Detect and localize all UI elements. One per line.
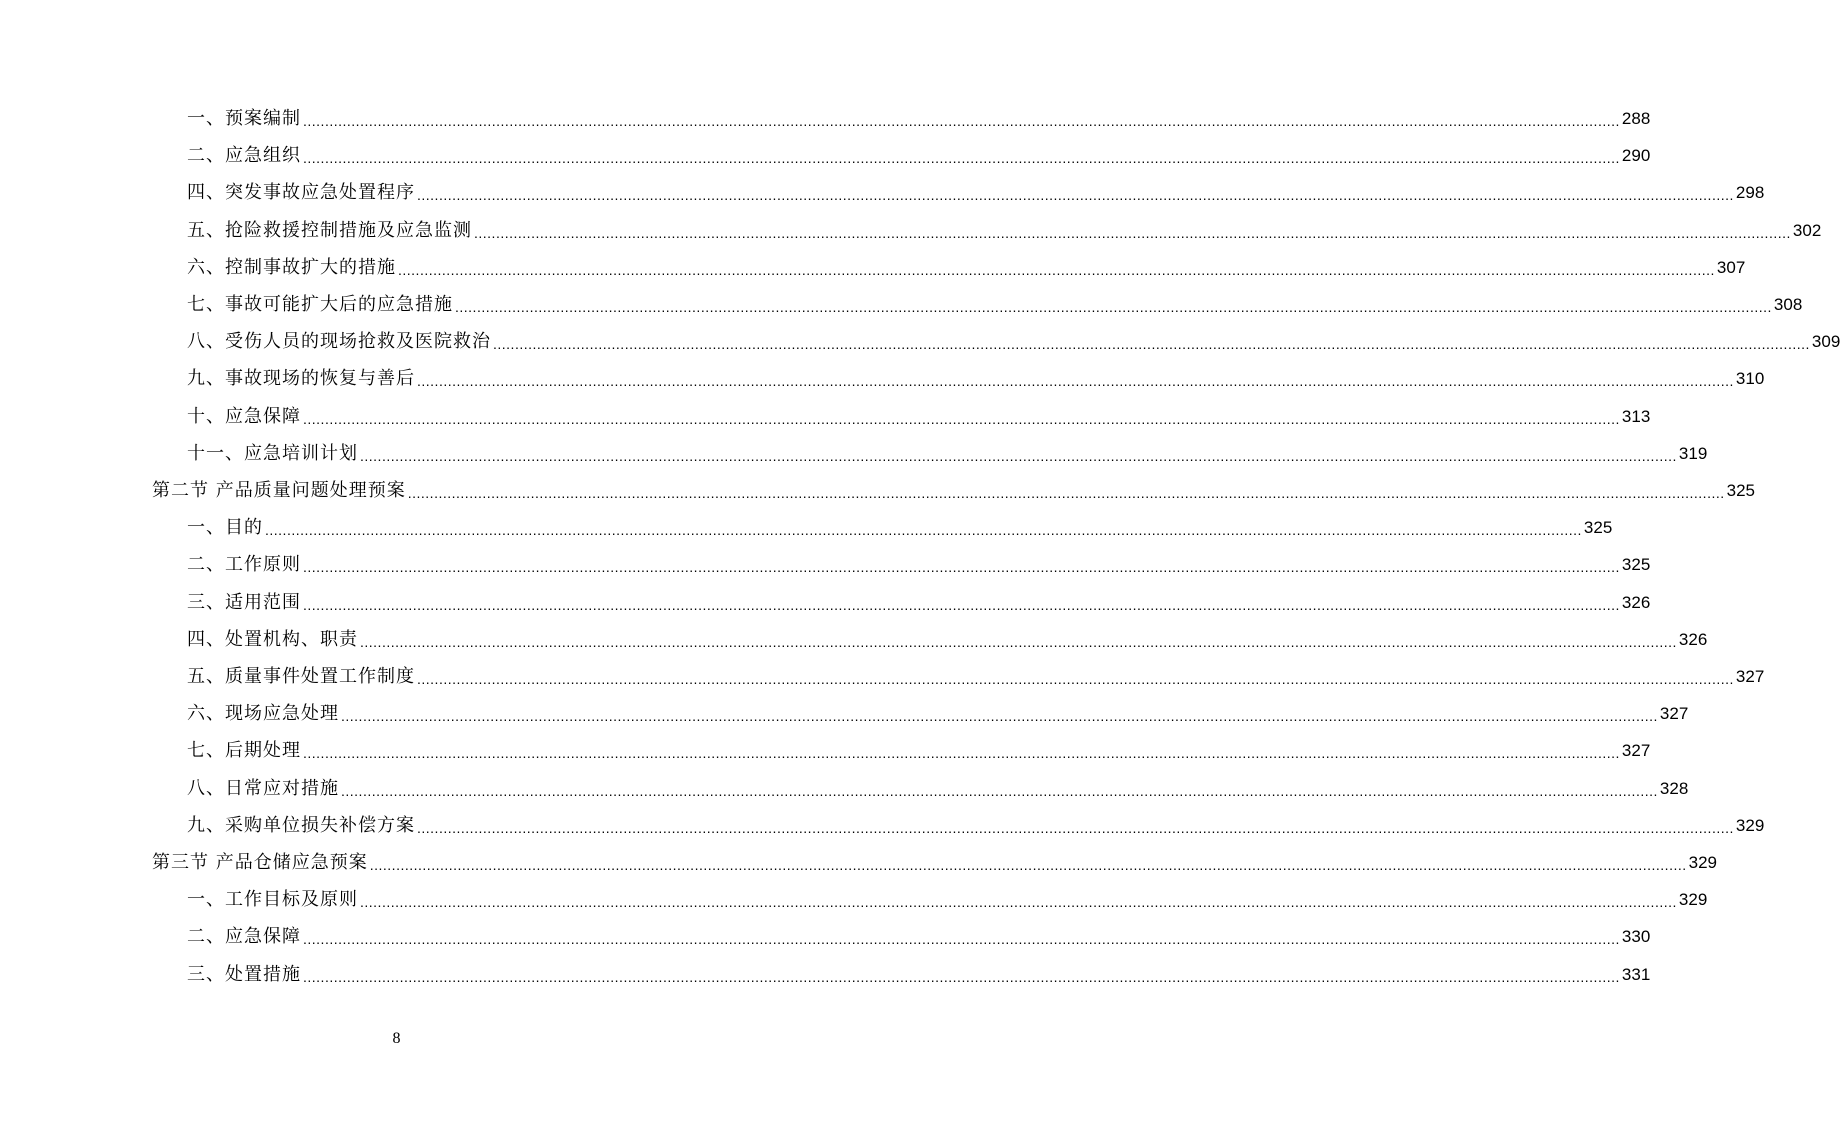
toc-entry-page: 308 (1773, 295, 1803, 314)
toc-entry-page: 327 (1735, 667, 1765, 686)
toc-entry-page: 326 (1678, 629, 1708, 649)
toc-dot-leader: ............................................................................................................................................................................................................................................................................................................ (369, 857, 1687, 873)
toc-entry-title: 六、现场应急处理 (187, 703, 339, 725)
toc-dot-leader: ............................................................................................................................................................................................................................................................................................................ (455, 299, 1772, 315)
toc-dot-leader: ............................................................................................................................................................................................................................................................................................................ (303, 410, 1620, 427)
toc-entry-title: 五、质量事件处置工作制度 (187, 666, 415, 687)
toc-entry[interactable] (187, 770, 1689, 807)
toc-entry-page: 288 (1621, 109, 1651, 128)
toc-section-entry[interactable] (152, 844, 1718, 881)
toc-entry-title: 一、预案编制 (187, 108, 301, 129)
toc-dot-leader: ............................................................................................................................................................................................................................................................................................................ (303, 931, 1620, 948)
toc-entry[interactable] (187, 100, 1651, 137)
toc-entry-title: 一、工作目标及原则 (187, 889, 358, 911)
toc-dot-leader: ............................................................................................................................................................................................................................................................................................................ (360, 633, 1677, 650)
toc-dot-leader: ............................................................................................................................................................................................................................................................................................................ (265, 522, 1582, 539)
toc-entry-page: 326 (1621, 592, 1651, 612)
toc-dot-leader: ............................................................................................................................................................................................................................................................................................................ (417, 671, 1734, 687)
toc-entry-page: 327 (1659, 704, 1689, 724)
toc-dot-leader: ............................................................................................................................................................................................................................................................................................................ (341, 708, 1658, 725)
toc-entry-page: 313 (1621, 406, 1651, 426)
toc-entry[interactable] (187, 286, 1803, 323)
toc-dot-leader: ............................................................................................................................................................................................................................................................................................................ (493, 336, 1810, 353)
toc-dot-leader: ............................................................................................................................................................................................................................................................................................................ (474, 224, 1791, 241)
toc-entry-title: 二、应急组织 (187, 145, 301, 167)
toc-entry-page: 307 (1716, 257, 1746, 277)
page-number: 8 (392, 1030, 401, 1047)
toc-entry-page: 325 (1621, 555, 1651, 575)
toc-entry-page: 325 (1726, 481, 1756, 500)
toc-dot-leader: ............................................................................................................................................................................................................................................................................................................ (398, 261, 1715, 278)
toc-entry-page: 319 (1678, 443, 1708, 463)
toc-dot-leader: ............................................................................................................................................................................................................................................................................................................ (417, 373, 1734, 390)
toc-dot-leader: ............................................................................................................................................................................................................................................................................................................ (360, 894, 1677, 911)
toc-entry-title: 八、受伤人员的现场抢救及医院救治 (187, 331, 491, 353)
toc-entry-page: 310 (1735, 369, 1765, 389)
toc-entry-title: 第二节 产品质量问题处理预案 (152, 480, 406, 501)
toc-entry-title: 十、应急保障 (187, 405, 301, 427)
toc-entry[interactable] (187, 695, 1689, 732)
toc-entry[interactable] (187, 732, 1651, 769)
toc-entry-page: 330 (1621, 927, 1651, 947)
toc-entry-page: 327 (1621, 741, 1651, 761)
toc-entry-title: 二、应急保障 (187, 926, 301, 948)
toc-entry[interactable] (187, 509, 1613, 546)
toc-entry-title: 七、后期处理 (187, 740, 301, 762)
toc-entry-title: 五、抢险救援控制措施及应急监测 (187, 219, 472, 241)
toc-entry[interactable] (187, 360, 1765, 397)
toc-entry[interactable] (187, 249, 1746, 286)
toc-entry[interactable] (187, 174, 1765, 211)
toc-entry-page: 329 (1688, 853, 1718, 872)
toc-entry[interactable] (187, 398, 1651, 435)
toc-entry-title: 一、目的 (187, 517, 263, 539)
toc-entry-page: 328 (1659, 778, 1689, 798)
toc-entry[interactable] (187, 137, 1651, 174)
toc-entry[interactable] (187, 546, 1651, 583)
toc-entry[interactable] (187, 956, 1651, 993)
toc-entry[interactable] (187, 435, 1708, 472)
toc-entry-title: 八、日常应对措施 (187, 777, 339, 799)
toc-entry[interactable] (187, 212, 1822, 249)
toc-entry[interactable] (187, 807, 1765, 844)
toc-dot-leader: ............................................................................................................................................................................................................................................................................................................ (303, 745, 1620, 762)
toc-dot-leader: ............................................................................................................................................................................................................................................................................................................ (303, 559, 1620, 576)
toc-entry[interactable] (187, 658, 1765, 695)
toc-entry-title: 九、采购单位损失补偿方案 (187, 814, 415, 836)
toc-entry-title: 十一、应急培训计划 (187, 442, 358, 464)
toc-dot-leader: ............................................................................................................................................................................................................................................................................................................ (407, 485, 1725, 501)
toc-dot-leader: ............................................................................................................................................................................................................................................................................................................ (303, 968, 1620, 985)
toc-entry-page: 290 (1621, 146, 1651, 166)
toc-entry-title: 七、事故可能扩大后的应急措施 (187, 294, 453, 315)
toc-entry-title: 三、适用范围 (187, 591, 301, 613)
toc-dot-leader: ............................................................................................................................................................................................................................................................................................................ (303, 113, 1620, 129)
toc-dot-leader: ............................................................................................................................................................................................................................................................................................................ (360, 447, 1677, 464)
toc-entry-page: 302 (1792, 220, 1822, 240)
toc-entry-title: 九、事故现场的恢复与善后 (187, 368, 415, 390)
toc-dot-leader: ............................................................................................................................................................................................................................................................................................................ (417, 187, 1734, 204)
toc-dot-leader: ............................................................................................................................................................................................................................................................................................................ (303, 596, 1620, 613)
toc-entry-title: 六、控制事故扩大的措施 (187, 256, 396, 278)
toc-dot-leader: ............................................................................................................................................................................................................................................................................................................ (341, 782, 1658, 799)
toc-dot-leader: ............................................................................................................................................................................................................................................................................................................ (417, 819, 1734, 836)
toc-entry-page: 331 (1621, 964, 1651, 984)
toc-dot-leader: ............................................................................................................................................................................................................................................................................................................ (303, 150, 1620, 167)
toc-entry-page: 325 (1583, 518, 1613, 538)
toc-entry[interactable] (187, 918, 1651, 955)
toc-entry-title: 二、工作原则 (187, 554, 301, 576)
toc-entry-title: 四、处置机构、职责 (187, 628, 358, 650)
toc-entry-title: 第三节 产品仓储应急预案 (152, 852, 368, 873)
toc-entry[interactable] (187, 621, 1708, 658)
toc-entry-page: 329 (1678, 890, 1708, 910)
toc-entry[interactable] (187, 584, 1651, 621)
toc-entry[interactable] (187, 881, 1708, 918)
toc-section-entry[interactable] (152, 472, 1756, 509)
toc-entry-title: 四、突发事故应急处置程序 (187, 182, 415, 204)
toc-entry[interactable] (187, 323, 1840, 360)
toc-entry-title: 三、处置措施 (187, 963, 301, 985)
toc-entry-page: 309 (1811, 332, 1840, 352)
toc-entry-page: 329 (1735, 815, 1765, 835)
toc-entry-page: 298 (1735, 183, 1765, 203)
